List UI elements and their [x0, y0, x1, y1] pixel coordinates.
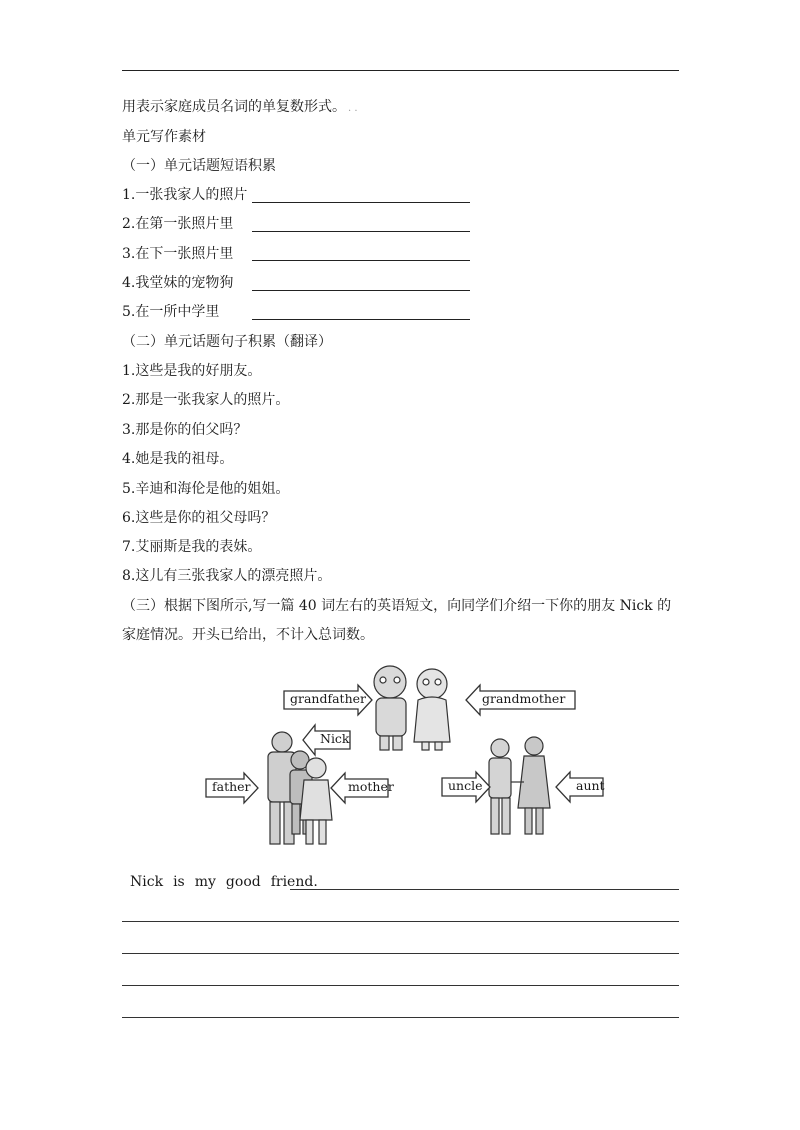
label-aunt: aunt: [576, 778, 605, 793]
phrase-text: 3.在下一张照片里: [122, 246, 234, 262]
phrase-answer-blank[interactable]: [252, 290, 470, 291]
start-word: good: [225, 874, 261, 890]
phrase-item: [122, 214, 233, 234]
sentence-item: [122, 508, 275, 528]
phrase-item: [122, 302, 219, 322]
phrase-text: 5.在一所中学里: [122, 304, 220, 320]
sentence-item: [122, 390, 289, 410]
start-word: my: [194, 874, 216, 890]
sentence-item: [122, 566, 331, 586]
sentence-text: 1.这些是我的好朋友。: [122, 363, 262, 379]
sentence-text: 6.这些是你的祖父母吗？: [122, 510, 276, 526]
phrase-answer-blank[interactable]: [252, 202, 470, 203]
label-mother: mother: [348, 779, 394, 794]
uncle-figure: [489, 739, 511, 834]
writing-line[interactable]: [122, 985, 679, 986]
label-father: father: [212, 779, 251, 794]
phrase-answer-blank[interactable]: [252, 231, 470, 232]
start-word: Nick: [130, 874, 164, 890]
sentence-item: [122, 537, 261, 557]
label-uncle: uncle: [448, 778, 483, 793]
section1-title: [122, 156, 276, 176]
label-grandfather: grandfather: [290, 691, 367, 706]
label-nick: Nick: [320, 731, 350, 746]
phrase-text: 4.我堂妹的宠物狗: [122, 275, 234, 291]
paragraph-mark: . .: [348, 103, 358, 114]
start-word: is: [173, 874, 185, 890]
sentence-text: 8.这儿有三张我家人的漂亮照片。: [122, 568, 332, 584]
sentence-item: [122, 361, 261, 381]
phrase-text: 2.在第一张照片里: [122, 216, 234, 232]
sentence-text: 5.辛迪和海伦是他的姐姐。: [122, 481, 290, 497]
aunt-figure: [518, 737, 550, 834]
sentence-item: [122, 479, 289, 499]
writing-line[interactable]: [122, 953, 679, 954]
grandmother-figure: [414, 669, 450, 750]
section1-title-text: （一）单元话题短语积累: [122, 158, 276, 174]
family-illustration: [200, 660, 610, 855]
phrase-answer-blank[interactable]: [252, 319, 470, 320]
section3-instruction: [122, 592, 682, 650]
writing-line[interactable]: [122, 1017, 679, 1018]
sentence-text: 2.那是一张我家人的照片。: [122, 392, 290, 408]
writing-start: [130, 874, 318, 890]
phrase-item: [122, 273, 233, 293]
phrase-answer-blank[interactable]: [252, 260, 470, 261]
phrase-item: [122, 244, 233, 264]
start-word: friend.: [270, 874, 318, 890]
label-grandmother: grandmother: [482, 691, 566, 706]
phrase-text: 1.一张我家人的照片: [122, 187, 248, 203]
section2-title-text: （二）单元话题句子积累（翻译）: [122, 334, 332, 350]
sentence-item: [122, 420, 247, 440]
writing-line[interactable]: [122, 921, 679, 922]
writing-line[interactable]: [290, 889, 679, 890]
sentence-item: [122, 449, 233, 469]
material-title-text: 单元写作素材: [122, 129, 206, 145]
grandfather-figure: [374, 666, 406, 750]
intro-line: [122, 97, 358, 119]
section3-instruction-text: （三）根据下图所示,写一篇 40 词左右的英语短文，向同学们介绍一下你的朋友 Nick 的家庭情况。开头已给出，不计入总词数。: [122, 598, 672, 643]
header-rule: [122, 70, 679, 71]
sentence-text: 3.那是你的伯父吗？: [122, 422, 248, 438]
sentence-text: 7.艾丽斯是我的表妹。: [122, 539, 262, 555]
section2-title: [122, 332, 332, 352]
phrase-item: [122, 185, 247, 205]
sentence-text: 4.她是我的祖母。: [122, 451, 234, 467]
material-title: [122, 127, 206, 147]
intro-text: 用表示家庭成员名词的单复数形式。: [122, 99, 346, 115]
